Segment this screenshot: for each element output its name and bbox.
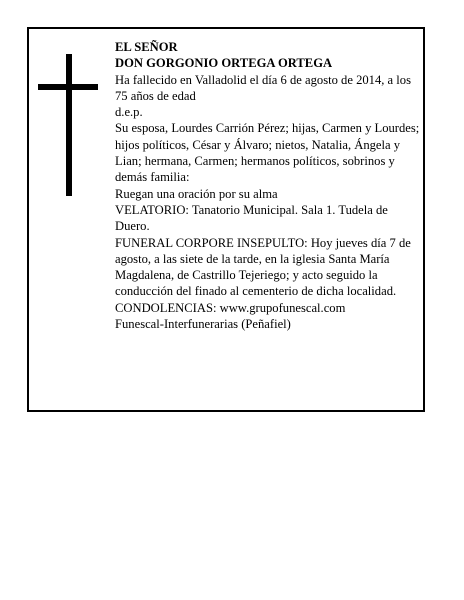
rip-text: d.e.p. [115,105,143,120]
deceased-name: DON GORGONIO ORTEGA ORTEGA [115,56,333,71]
wake-info: VELATORIO: Tanatorio Municipal. Sala 1. Tudela de Duero. [115,202,388,234]
funeral-home: Funescal-Interfunerarias (Peñafiel) [115,317,291,332]
death-announcement: Ha fallecido en Valladolid el día 6 de agosto de 2014, a los 75 años de edad [115,72,411,103]
prayer-request: Ruegan una oración por su alma [115,186,278,201]
heading-title: EL SEÑOR [115,40,178,54]
obituary-text [115,39,425,332]
funeral-info: FUNERAL CORPORE INSEPULTO: Hoy jueves día 7 de agosto, a las siete de la tarde, en la iglesia Santa María Magdalena, de Castrillo Tejeriego; y acto seguido la conducción del finado al cementerio de dicha localidad. [115,235,411,299]
condolences-link: CONDOLENCIAS: www.grupofunescal.com [115,300,346,315]
cross-horizontal-bar [38,84,98,90]
family-list: Su esposa, Lourdes Carrión Pérez; hijas, Carmen y Lourdes; hijos políticos, César y Álvaro; nietos, Natalia, Ángela y Lian; hermana, Carmen; hermanos políticos, sobrinos y demás familia: [115,121,420,185]
cross-vertical-bar [66,54,72,196]
